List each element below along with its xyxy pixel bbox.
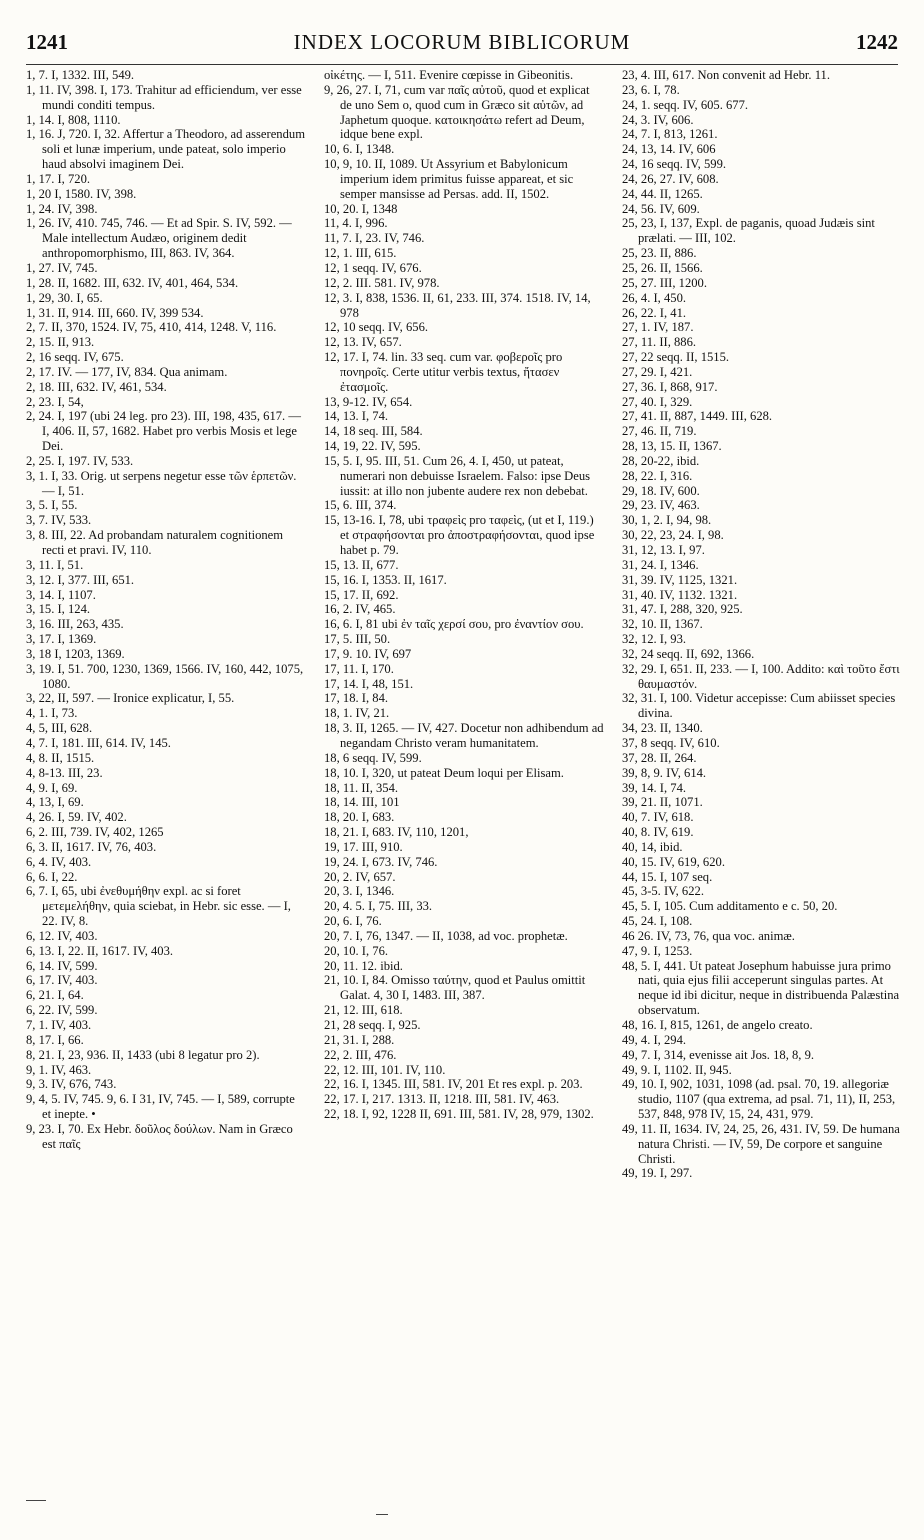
page-title: INDEX LOCORUM BIBLICORUM [293,30,631,54]
index-entry: οἰκέτης. — I, 511. Evenire cœpisse in Gibeonitis. [324,68,574,82]
index-entry: 18, 21. I, 683. IV, 110, 1201, [324,825,469,840]
index-entry: 12, 2. III. 581. IV, 978. [324,275,440,290]
index-entry: 31, 24. I, 1346. [622,557,699,572]
index-entry: 6, 13. I, 22. II, 1617. IV, 403. [26,943,174,958]
index-entry: 21, 10. I, 84. Omisso ταύτην, quod et Paulus omittit Galat. 4, 30 I, 1483. III, 387. [324,973,586,1003]
index-entry: 12, 1 seqq. IV, 676. [324,260,422,275]
index-entry: 22, 17. I, 217. 1313. II, 1218. III, 581. IV, 463. [324,1092,560,1107]
index-entry: 22, 18. I, 92, 1228 II, 691. III, 581. IV, 28, 979, 1302. [324,1107,594,1122]
index-column-2 [324,68,604,1181]
index-entry: 32, 10. II, 1367. [622,617,703,632]
index-entry: 3, 12. I, 377. III, 651. [26,572,135,587]
index-entry: 49, 11. II, 1634. IV, 24, 25, 26, 431. IV, 59. De humana natura Christi. — IV, 59, De corpore et sanguine Christi. [622,1121,900,1166]
index-entry: 18, 14. III, 101 [324,795,400,810]
index-entry: 9, 26, 27. I, 71, cum var παῖς αὐτοῦ, quod et explicat de uno Sem o, quod cum in Græco sit αὐτῶν, ad Japhetum quoque. κατοικησάτω refert ad Deum, idque bene expl. [324,82,590,142]
index-entry: 24, 7. I, 813, 1261. [622,127,718,142]
index-column-3 [622,68,902,1181]
index-entry: 1, 29, 30. I, 65. [26,290,103,305]
index-entry: 6, 22. IV, 599. [26,1003,98,1018]
index-entry: 4, 1. I, 73. [26,706,78,721]
index-entry: 27, 36. I, 868, 917. [622,379,718,394]
index-entry: 6, 21. I, 64. [26,988,84,1003]
index-entry: 3, 15. I, 124. [26,602,91,617]
index-entry: 19, 24. I, 673. IV, 746. [324,854,438,869]
index-entry: 17, 18. I, 84. [324,691,389,706]
index-entry: 37, 28. II, 264. [622,750,697,765]
index-entry: 3, 5. I, 55. [26,498,78,513]
index-entry: 40, 14, ibid. [622,839,683,854]
index-entry: 14, 19, 22. IV, 595. [324,439,421,454]
index-entry: 19, 17. III, 910. [324,839,403,854]
index-entry: 6, 7. I, 65, ubi ἐνεθυμήθην expl. ac si foret μετεμελήθην, quia sciebat, in Hebr. sic esse. — I, 22. IV, 8. [26,884,291,929]
index-entry: 20, 10. I, 76. [324,943,389,958]
index-entry: 9, 3. IV, 676, 743. [26,1077,117,1092]
index-entry: 2, 7. II, 370, 1524. IV, 75, 410, 414, 1248. V, 116. [26,320,277,335]
index-entry: 27, 1. IV, 187. [622,320,694,335]
page-header [26,30,898,65]
index-entry: 4, 26. I, 59. IV, 402. [26,810,127,825]
index-entry: 27, 11. II, 886. [622,335,697,350]
index-entry: 28, 20-22, ibid. [622,453,700,468]
index-entry: 31, 12, 13. I, 97. [622,543,705,557]
index-entry: 40, 7. IV, 618. [622,810,694,825]
index-entry: 30, 22, 23, 24. I, 98. [622,528,724,543]
index-entry: 39, 21. II, 1071. [622,795,703,810]
index-entry: 20, 7. I, 76, 1347. — II, 1038, ad voc. prophetæ. [324,928,568,943]
index-entry: 22, 16. I, 1345. III, 581. IV, 201 Et res expl. p. 203. [324,1077,583,1092]
index-entry: 21, 12. III, 618. [324,1003,403,1018]
index-entry: 23, 4. III, 617. Non convenit ad Hebr. 11. [622,68,830,82]
index-entry: 10, 9, 10. II, 1089. Ut Assyrium et Babylonicum imperium idem primitus fuisse appareat, et sic semper mansisse ad Persas. add. II, 1502. [324,157,574,201]
index-entry: 12, 17. I, 74. lin. 33 seq. cum var. φοβεροῖς pro πονηροῖς. Certe utitur verbis textus, ἤτασεν ἐτασμοῖς. [324,350,563,394]
index-entry: 17, 14. I, 48, 151. [324,676,414,691]
index-entry: 17, 9. 10. IV, 697 [324,646,412,661]
index-entry: 4, 9. I, 69. [26,780,78,795]
index-entry: 22, 12. III, 101. IV, 110. [324,1062,446,1077]
index-entry: 1, 24. IV, 398. [26,201,98,216]
index-entry: 18, 20. I, 683. [324,810,395,825]
index-entry: 12, 1. III, 615. [324,246,397,261]
index-entry: 49, 19. I, 297. [622,1166,693,1181]
index-entry: 44, 15. I, 107 seq. [622,869,713,884]
left-page-number: 1241 [26,30,68,54]
index-entry: 1, 31. II, 914. III, 660. IV, 399 534. [26,305,204,320]
index-entry: 1, 7. I, 1332. III, 549. [26,68,135,82]
index-entry: 2, 15. II, 913. [26,335,95,350]
index-entry: 2, 17. IV. — 177, IV, 834. Qua animam. [26,364,228,379]
index-entry: 4, 7. I, 181. III, 614. IV, 145. [26,735,171,750]
index-entry: 6, 2. III, 739. IV, 402, 1265 [26,825,164,840]
index-entry: 9, 23. I, 70. Ex Hebr. δοῦλος δούλων. Nam in Græco est παῖς [26,1121,293,1151]
index-entry: 9, 4, 5. IV, 745. 9, 6. I 31, IV, 745. — I, 589, corrupte et inepte. • [26,1092,295,1122]
index-entry: 32, 29. I, 651. II, 233. — I, 100. Addito: καὶ τοῦτο ἔστι θαυμαστόν. [622,661,900,691]
index-entry: 10, 6. I, 1348. [324,142,395,157]
index-entry: 2, 23. I, 54, [26,394,84,409]
index-entry: 1, 28. II, 1682. III, 632. IV, 401, 464, 534. [26,275,239,290]
index-entry: 3, 8. III, 22. Ad probandam naturalem cognitionem recti et pravi. IV, 110. [26,528,284,557]
index-entry: 27, 41. II, 887, 1449. III, 628. [622,409,773,424]
index-entry: 8, 21. I, 23, 936. II, 1433 (ubi 8 legatur pro 2). [26,1047,260,1062]
index-entry: 39, 8, 9. IV, 614. [622,765,707,780]
index-entry: 9, 1. IV, 463. [26,1062,92,1077]
index-entry: 4, 8-13. III, 23. [26,765,103,780]
index-entry: 49, 10. I, 902, 1031, 1098 (ad. psal. 70, 19. allegoriæ studio, 1107 (qua extrema, ad psal. 71, 11), II, 253, 537, 848, 978 IV, 15, 24, 431, 979. [622,1077,896,1122]
index-entry: 15, 17. II, 692. [324,587,399,602]
index-entry: 27, 46. II, 719. [622,424,697,439]
index-entry: 3, 19. I, 51. 700, 1230, 1369, 1566. IV, 160, 442, 1075, 1080. [26,661,304,691]
index-entry: 6, 3. II, 1617. IV, 76, 403. [26,839,157,854]
index-entry: 45, 3-5. IV, 622. [622,884,704,899]
index-entry: 1, 11. IV, 398. I, 173. Trahitur ad efficiendum, ver esse mundi conditi tempus. [26,82,302,112]
index-entry: 27, 29. I, 421. [622,364,693,379]
index-entry: 6, 6. I, 22. [26,869,78,884]
index-entry: 48, 16. I, 815, 1261, de angelo creato. [622,1018,813,1032]
index-entry: 20, 4. 5. I, 75. III, 33. [324,899,433,914]
index-entry: 3, 14. I, 1107. [26,587,96,602]
index-entry: 6, 17. IV, 403. [26,973,98,988]
index-entry: 3, 22, II, 597. — Ironice explicatur, I, 55. [26,691,235,706]
index-entry: 25, 27. III, 1200. [622,275,707,290]
index-entry: 21, 31. I, 288. [324,1032,395,1047]
index-entry: 8, 17. I, 66. [26,1032,84,1047]
index-entry: 1, 26. IV, 410. 745, 746. — Et ad Spir. S. IV, 592. — Male intellectum Audæo, originem dedit anthropomorphismo, III, 863. IV, 364. [26,216,292,261]
index-entry: 1, 27. IV, 745. [26,260,98,275]
index-entry: 13, 9-12. IV, 654. [324,394,413,409]
index-entry: 6, 4. IV, 403. [26,854,92,869]
index-entry: 29, 18. IV, 600. [622,483,700,498]
index-entry: 15, 6. III, 374. [324,498,397,513]
index-entry: 24, 56. IV, 609. [622,201,700,216]
index-columns [26,68,902,1181]
index-entry: 25, 23. II, 886. [622,246,697,261]
index-entry: 24, 13, 14. IV, 606 [622,142,716,157]
index-entry: 7, 1. IV, 403. [26,1018,92,1032]
index-entry: 28, 22. I, 316. [622,468,693,483]
index-entry: 3, 16. III, 263, 435. [26,617,124,632]
index-entry: 45, 24. I, 108. [622,914,693,929]
index-entry: 11, 4. I, 996. [324,216,388,231]
index-entry: 6, 12. IV, 403. [26,928,98,943]
index-entry: 34, 23. II, 1340. [622,721,703,736]
index-entry: 15, 13. II, 677. [324,557,399,572]
index-entry: 24, 1. seqq. IV, 605. 677. [622,97,749,112]
index-entry: 12, 3. I, 838, 1536. II, 61, 233. III, 374. 1518. IV, 14, 978 [324,290,591,320]
index-entry: 18, 3. II, 1265. — IV, 427. Docetur non adhibendum ad negandam Christo veram humanitatem. [324,721,604,750]
index-entry: 26, 22. I, 41. [622,305,687,320]
index-entry: 4, 13, I, 69. [26,795,84,810]
index-entry: 17, 5. III, 50. [324,632,391,647]
index-entry: 47, 9. I, 1253. [622,943,693,958]
index-entry: 37, 8 seqq. IV, 610. [622,735,720,750]
index-entry: 25, 23, I, 137, Expl. de paganis, quoad Judæis sint prælati. — III, 102. [622,216,875,246]
index-entry: 20, 6. I, 76. [324,914,382,929]
index-entry: 48, 5. I, 441. Ut pateat Josephum habuisse jura primo nati, quia ejus filii acceperunt singulas partes. At neque id ibi dicitur, neque in distribuenda Palæstina observatum. [622,958,900,1018]
index-entry: 31, 40. IV, 1132. 1321. [622,587,738,602]
index-entry: 2, 24. I, 197 (ubi 24 leg. pro 23). III, 198, 435, 617. — I, 406. II, 57, 1682. Habet pro verbis Mosis et lege Dei. [26,409,301,454]
index-entry: 17, 11. I, 170. [324,661,394,676]
index-entry: 49, 4. I, 294. [622,1032,687,1047]
index-entry: 28, 13, 15. II, 1367. [622,439,722,454]
index-entry: 3, 17. I, 1369. [26,632,97,647]
index-entry: 45, 5. I, 105. Cum additamento e c. 50, 20. [622,899,838,914]
index-entry: 26, 4. I, 450. [622,290,687,305]
index-entry: 31, 39. IV, 1125, 1321. [622,572,738,587]
index-entry: 24, 44. II, 1265. [622,186,703,201]
index-entry: 11, 7. I, 23. IV, 746. [324,231,425,246]
index-entry: 15, 5. I, 95. III, 51. Cum 26, 4. I, 450, ut pateat, numerari non debuisse Israelem. Falso: ipse Deus iussit: at illo non jubente audere rex non debebat. [324,453,591,498]
index-entry: 40, 8. IV, 619. [622,825,694,840]
index-entry: 23, 6. I, 78. [622,82,680,97]
index-entry: 49, 9. I, 1102. II, 945. [622,1062,732,1077]
index-entry: 12, 10 seqq. IV, 656. [324,320,429,335]
index-entry: 20, 2. IV, 657. [324,869,396,884]
index-entry: 27, 40. I, 329. [622,394,693,409]
index-entry: 1, 14. I, 808, 1110. [26,112,121,127]
index-entry: 49, 7. I, 314, evenisse ait Jos. 18, 8, 9. [622,1047,815,1062]
index-entry: 20, 3. I, 1346. [324,884,395,899]
footer-rule-center [376,1514,388,1515]
index-entry: 4, 5, III, 628. [26,721,93,736]
index-entry: 32, 12. I, 93. [622,632,687,647]
index-entry: 2, 16 seqq. IV, 675. [26,350,124,365]
footer-rule [26,1500,46,1501]
index-entry: 15, 13-16. I, 78, ubi τραφεὶς pro ταφεὶς, (ut et I, 119.) et στραφήσονται pro ἀποστραφήσονται, quod ipse habet p. 79. [324,513,595,557]
index-entry: 24, 3. IV, 606. [622,112,694,127]
index-entry: 4, 8. II, 1515. [26,750,95,765]
index-entry: 2, 25. I, 197. IV, 533. [26,453,134,468]
index-entry: 14, 18 seq. III, 584. [324,424,423,439]
index-entry: 27, 22 seqq. II, 1515. [622,350,730,365]
index-entry: 29, 23. IV, 463. [622,498,700,513]
index-entry: 21, 28 seqq. I, 925. [324,1018,421,1032]
index-entry: 18, 6 seqq. IV, 599. [324,750,422,765]
index-entry: 16, 6. I, 81 ubi ἐν ταῖς χερσί σου, pro ἐναντίον σου. [324,617,584,632]
index-entry: 1, 17. I, 720. [26,171,91,186]
index-entry: 31, 47. I, 288, 320, 925. [622,602,743,617]
index-entry: 1, 20 I, 1580. IV, 398. [26,186,137,201]
index-entry: 24, 26, 27. IV, 608. [622,171,719,186]
index-entry: 46 26. IV, 73, 76, qua voc. animæ. [622,928,795,943]
index-column-1 [26,68,306,1181]
index-entry: 30, 1, 2. I, 94, 98. [622,513,712,528]
index-entry: 18, 10. I, 320, ut pateat Deum loqui per Elisam. [324,765,564,780]
index-entry: 32, 31. I, 100. Videtur accepisse: Cum abiisset species divina. [622,691,896,721]
index-entry: 2, 18. III, 632. IV, 461, 534. [26,379,167,394]
index-entry: 1, 16. J, 720. I, 32. Affertur a Theodoro, ad asserendum soli et lunæ imperium, unde pateat, solo imperio haud absolvi imaginem Dei. [26,127,305,172]
index-entry: 6, 14. IV, 599. [26,958,98,973]
index-entry: 10, 20. I, 1348 [324,201,398,216]
index-entry: 18, 11. II, 354. [324,780,399,795]
index-entry: 3, 18 I, 1203, 1369. [26,646,125,661]
index-entry: 24, 16 seqq. IV, 599. [622,157,727,172]
index-entry: 12, 13. IV, 657. [324,335,402,350]
index-entry: 3, 1. I, 33. Orig. ut serpens negetur esse τῶν ἑρπετῶν. — I, 51. [26,468,297,498]
index-entry: 25, 26. II, 1566. [622,260,703,275]
index-entry: 3, 7. IV, 533. [26,513,92,528]
index-entry: 3, 11. I, 51. [26,557,84,572]
index-entry: 39, 14. I, 74. [622,780,687,795]
index-entry: 40, 15. IV, 619, 620. [622,854,725,869]
index-entry: 32, 24 seqq. II, 692, 1366. [622,646,755,661]
index-entry: 18, 1. IV, 21. [324,706,390,721]
index-entry: 22, 2. III, 476. [324,1047,397,1062]
right-page-number: 1242 [856,30,898,54]
index-entry: 20, 11. 12. ibid. [324,958,403,973]
index-entry: 14, 13. I, 74. [324,409,389,424]
index-entry: 15, 16. I, 1353. II, 1617. [324,572,447,587]
index-entry: 16, 2. IV, 465. [324,602,396,617]
